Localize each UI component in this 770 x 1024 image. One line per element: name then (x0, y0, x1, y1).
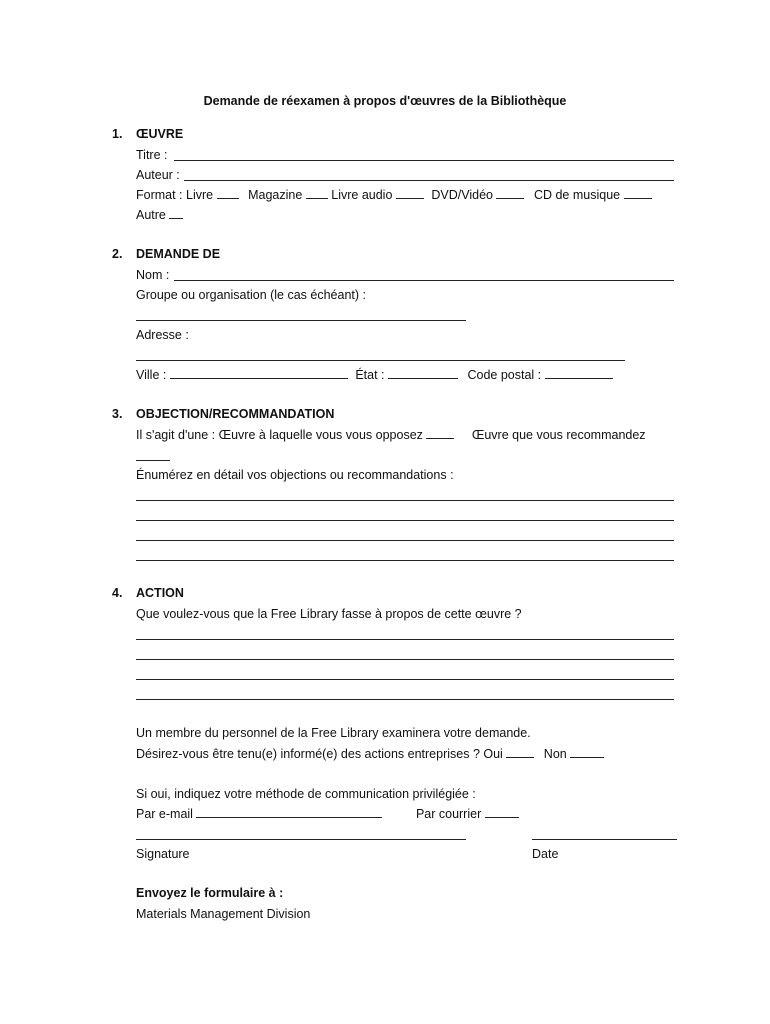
dvd-label: DVD/Vidéo (431, 188, 493, 202)
inform-row (136, 746, 604, 762)
autre-row (136, 207, 183, 223)
adresse-row (136, 327, 189, 343)
method-row (136, 786, 476, 802)
action-question-row (136, 606, 522, 622)
courrier-field[interactable] (485, 806, 519, 818)
contact-method-row (136, 806, 519, 822)
auteur-label: Auteur : (136, 168, 180, 182)
nom-field[interactable] (174, 280, 674, 281)
section-4-number: 4. (112, 586, 123, 600)
ville-row (136, 367, 613, 383)
objection-line-4[interactable] (136, 560, 674, 561)
autre-field[interactable] (169, 207, 183, 219)
groupe-field[interactable] (136, 320, 466, 321)
cd-label: CD de musique (533, 188, 621, 202)
section-2-heading: DEMANDE DE (136, 247, 221, 261)
section-1-heading: ŒUVRE (136, 127, 184, 141)
oui-field[interactable] (506, 746, 534, 758)
livre-audio-field[interactable] (396, 187, 424, 199)
email-label: Par e-mail (136, 807, 193, 821)
section-2-number: 2. (112, 247, 123, 261)
nom-label: Nom : (136, 268, 170, 282)
groupe-label: Groupe ou organisation (le cas échéant) : (136, 288, 366, 302)
objection-line-1[interactable] (136, 500, 674, 501)
titre-row (136, 147, 167, 163)
method-question: Si oui, indiquez votre méthode de communication privilégiée : (136, 787, 476, 801)
date-label: Date (532, 847, 559, 861)
objection-line-2[interactable] (136, 520, 674, 521)
inform-question: Désirez-vous être tenu(e) informé(e) des actions entreprises ? Oui (136, 747, 503, 761)
courrier-label: Par courrier (415, 807, 482, 821)
section-3-heading: OBJECTION/RECOMMANDATION (136, 407, 335, 421)
form-title: Demande de réexamen à propos d'œuvres de la Bibliothèque (203, 94, 567, 108)
auteur-field[interactable] (184, 180, 674, 181)
action-line-3[interactable] (136, 679, 674, 680)
format-row (136, 187, 652, 203)
section-1-number: 1. (112, 127, 123, 141)
nom-row (136, 267, 169, 283)
non-field[interactable] (570, 746, 604, 758)
etat-field[interactable] (388, 367, 458, 379)
livre-audio-label: Livre audio (331, 188, 393, 202)
type-row (136, 427, 646, 443)
autre-label: Autre (136, 208, 166, 222)
non-label: Non (543, 747, 567, 761)
send-to-label: Envoyez le formulaire à : (136, 886, 284, 900)
action-line-4[interactable] (136, 699, 674, 700)
dvd-field[interactable] (496, 187, 524, 199)
adresse-label: Adresse : (136, 328, 189, 342)
format-livre-label: Format : Livre (136, 188, 214, 202)
review-note-row (136, 725, 531, 741)
oppose-field[interactable] (426, 427, 454, 439)
action-line-2[interactable] (136, 659, 674, 660)
oppose-label: Il s'agit d'une : Œuvre à laquelle vous vous opposez (136, 428, 423, 442)
magazine-field[interactable] (306, 187, 328, 199)
etat-label: État : (355, 368, 385, 382)
date-field[interactable] (532, 839, 677, 840)
review-note: Un membre du personnel de la Free Library examinera votre demande. (136, 726, 531, 740)
enumerez-row (136, 467, 454, 483)
section-3-number: 3. (112, 407, 123, 421)
adresse-field[interactable] (136, 360, 625, 361)
titre-field[interactable] (174, 160, 674, 161)
enumerez-label: Énumérez en détail vos objections ou recommandations : (136, 468, 454, 482)
signature-label: Signature (136, 847, 190, 861)
titre-label: Titre : (136, 148, 168, 162)
code-postal-label: Code postal : (467, 368, 542, 382)
action-line-1[interactable] (136, 639, 674, 640)
livre-field[interactable] (217, 187, 239, 199)
objection-line-3[interactable] (136, 540, 674, 541)
ville-field[interactable] (170, 367, 348, 379)
recommend-field[interactable] (136, 460, 170, 461)
code-postal-field[interactable] (545, 367, 613, 379)
magazine-label: Magazine (248, 188, 303, 202)
signature-field[interactable] (136, 839, 466, 840)
groupe-row (136, 287, 366, 303)
auteur-row (136, 167, 180, 183)
email-field[interactable] (196, 806, 382, 818)
cd-field[interactable] (624, 187, 652, 199)
ville-label: Ville : (136, 368, 167, 382)
recommend-label: Œuvre que vous recommandez (471, 428, 646, 442)
section-4-heading: ACTION (136, 586, 184, 600)
action-question: Que voulez-vous que la Free Library fasse à propos de cette œuvre ? (136, 607, 522, 621)
division-name: Materials Management Division (136, 907, 311, 921)
